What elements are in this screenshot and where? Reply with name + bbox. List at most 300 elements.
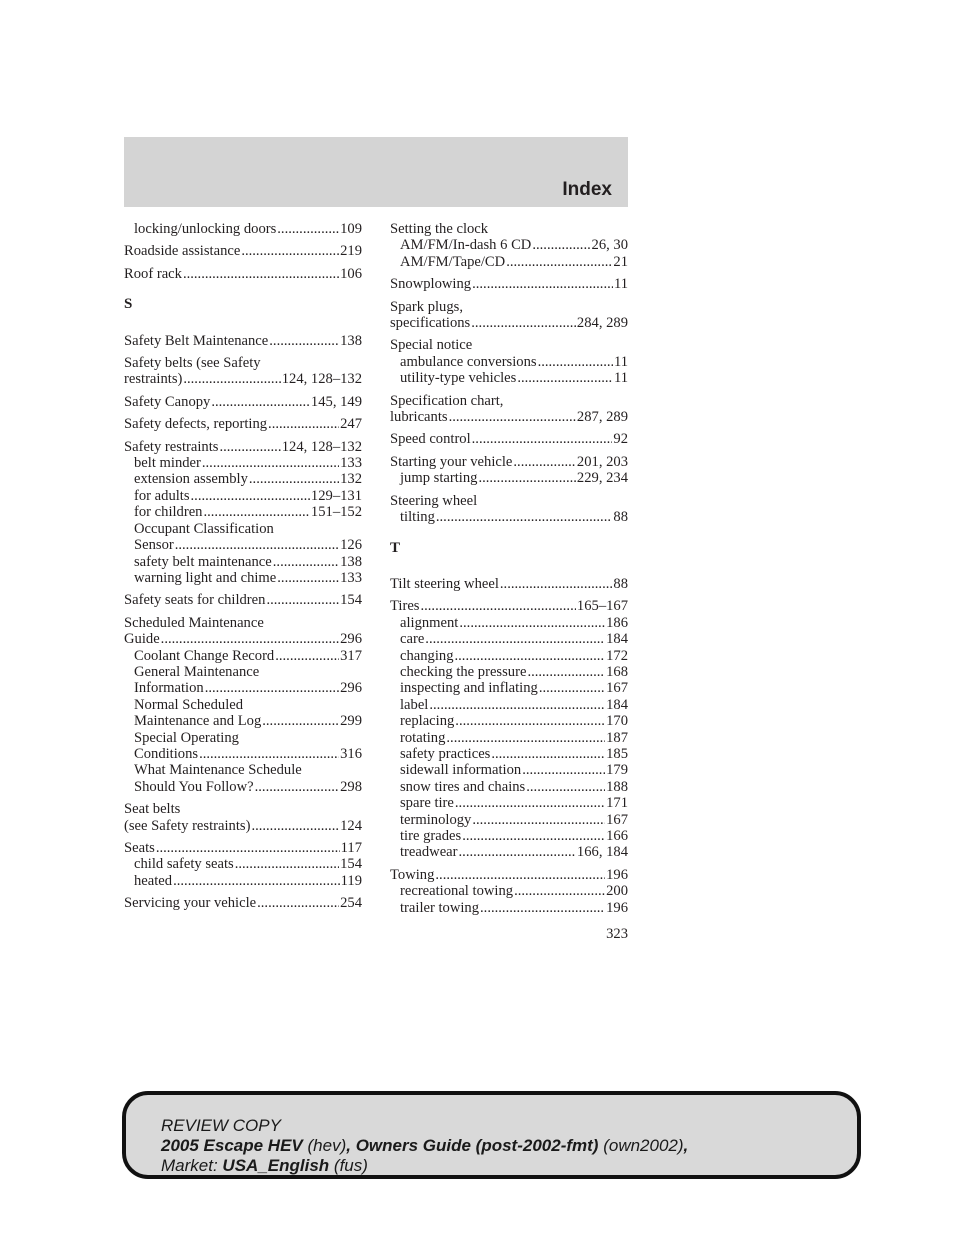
index-subentry [124,680,362,696]
index-entry-line [390,454,628,470]
index-term: checking the pressure [400,663,527,680]
index-subentry [390,746,628,762]
index-entry-line [124,394,362,410]
page-reference: 138 [340,332,362,349]
index-term: sidewall information [400,762,522,779]
dot-leader [241,243,339,259]
page-reference: 196 [606,899,628,916]
index-term: Special notice [390,337,473,354]
index-term: Safety belts (see Safety [124,355,261,372]
index-term: warning light and chime [134,569,277,586]
page-reference: 219 [340,243,362,260]
dot-leader [446,730,605,746]
dot-leader [435,867,605,883]
index-entry-line [124,592,362,608]
index-term: trailer towing [400,899,480,916]
index-entry-line [124,840,362,856]
page-reference: 172 [606,647,628,664]
index-entry-line [390,431,628,447]
index-term: Roof rack [124,265,182,282]
separator: , [683,1136,689,1155]
index-entry-line [390,221,628,237]
dot-leader [219,439,280,455]
model-name: 2005 Escape HEV [161,1136,303,1155]
index-term: Maintenance and Log [134,713,262,730]
page-reference: 138 [340,553,362,570]
index-subentry [124,537,362,553]
index-subentry [124,713,362,729]
market-name: USA_English [222,1156,330,1175]
page-reference: 133 [340,455,362,472]
page-reference: 119 [340,872,362,889]
index-entry-line [124,895,362,911]
index-term: tire grades [400,828,462,844]
page-reference: 287, 289 [576,409,628,426]
index-subentry [390,509,628,525]
index-entry [124,592,362,608]
page-reference: 109 [340,221,362,237]
index-term: ambulance conversions [400,353,537,370]
index-term: Normal Scheduled [134,696,244,713]
index-term: Conditions [134,745,199,762]
dot-leader [191,488,310,504]
page-reference: 11 [613,370,628,387]
page-reference: 117 [340,840,362,856]
index-entry [124,333,362,349]
index-term: specifications [390,315,471,332]
page-reference: 185 [606,745,628,762]
page-reference: 154 [340,592,362,609]
dot-leader [266,592,339,608]
dot-leader [506,254,612,270]
index-entry-line [124,615,362,631]
market-code: (fus) [333,1156,368,1175]
index-term: Sensor [134,537,174,554]
index-entry [124,895,362,911]
index-subentry [390,648,628,664]
dot-leader [513,454,576,470]
page-reference: 167 [606,680,628,697]
document-info-line [161,1136,688,1156]
dot-leader [273,554,339,570]
index-term: jump starting [400,470,478,487]
index-entry [390,867,628,916]
index-term: Tilt steering wheel [390,575,499,592]
separator: , [346,1136,351,1155]
index-entry-line [390,299,628,315]
dot-leader [480,900,605,916]
index-subentry [124,664,362,680]
index-term: Should You Follow? [134,778,254,795]
index-entry [390,221,628,270]
index-entry-line [390,867,628,883]
page-reference: 317 [340,647,362,664]
index-term: Tires [390,598,420,615]
index-term: safety belt maintenance [134,553,272,570]
guide-name: Owners Guide (post-2002-fmt) [355,1136,599,1155]
index-term: Starting your vehicle [390,453,513,470]
review-copy-text [161,1116,688,1176]
page-reference: 129–131 [310,487,362,504]
index-entry-line [124,266,362,282]
page-reference: 171 [606,795,628,812]
index-column-right [390,221,628,922]
dot-leader [156,840,340,856]
index-term: alignment [400,614,459,631]
page-number: 323 [606,926,628,942]
index-term: Speed control [390,431,471,448]
dot-leader [255,779,339,795]
index-subentry [124,746,362,762]
dot-leader [500,576,613,592]
dot-leader [235,856,339,872]
index-term: care [400,631,425,648]
dot-leader [183,266,339,282]
page-reference: 106 [340,265,362,282]
dot-leader [429,697,605,713]
dot-leader [459,615,605,631]
page-reference: 167 [606,811,628,828]
index-term: Occupant Classification [134,520,274,537]
index-term: What Maintenance Schedule [134,762,302,779]
dot-leader [275,648,339,664]
index-term: Specification chart, [390,392,504,409]
index-term: tilting [400,509,435,526]
index-term: Servicing your vehicle [124,895,257,912]
dot-leader [173,873,340,889]
index-subentry [124,856,362,872]
page-reference: 184 [606,631,628,648]
index-entry-line [124,333,362,349]
index-subentry [390,713,628,729]
page-reference: 296 [340,680,362,697]
page-reference: 316 [340,745,362,762]
index-entry [124,394,362,410]
index-subentry [124,873,362,889]
index-subentry [124,504,362,520]
index-subentry [390,762,628,778]
index-term: changing [400,647,454,664]
index-entry [390,276,628,292]
index-entry-line [390,493,628,509]
dot-leader [257,895,339,911]
index-entry [390,493,628,526]
index-entry-line [390,393,628,409]
index-subentry [124,730,362,746]
dot-leader [425,631,605,647]
index-entry [124,416,362,432]
page-reference: 26, 30 [591,237,628,254]
page-reference: 296 [340,631,362,648]
index-term: Spark plugs, [390,298,463,315]
index-term: utility-type vehicles [400,370,517,387]
index-entry [390,393,628,426]
dot-leader [471,315,576,331]
index-term: Snowplowing [390,276,472,293]
dot-leader [455,795,605,811]
page-reference: 298 [340,778,362,795]
section-header-band [124,137,628,207]
page-reference: 196 [606,866,628,883]
index-entry-line [390,315,628,331]
dot-leader [268,416,339,432]
index-entry [124,840,362,889]
page-reference: 21 [613,253,628,270]
index-term: treadwear [400,844,458,861]
index-term: locking/unlocking doors [134,221,277,237]
index-entry-line [390,337,628,353]
dot-leader [420,598,575,614]
index-entry-line [124,801,362,817]
page-reference: 133 [340,569,362,586]
page-reference: 132 [340,471,362,488]
index-subentry [390,664,628,680]
page-reference: 124, 128–132 [281,438,362,455]
index-entry [390,337,628,386]
index-term: AM/FM/In-dash 6 CD [400,237,532,254]
index-subentry [124,488,362,504]
index-subentry [390,795,628,811]
dot-leader [436,509,613,525]
dot-leader [527,664,605,680]
index-column-left [124,221,362,918]
page-reference: 201, 203 [576,453,628,470]
dot-leader [161,631,339,647]
page-reference: 124, 128–132 [281,371,362,388]
dot-leader [183,371,280,387]
index-entry [124,355,362,388]
index-subentry [390,631,628,647]
index-entry-line [124,416,362,432]
index-term: recreational towing [400,883,514,900]
dot-leader [277,221,339,237]
index-subentry [390,370,628,386]
dot-leader [269,333,339,349]
page-reference: 186 [606,614,628,631]
index-term: label [400,696,429,713]
index-entry-line [124,439,362,455]
index-entry-line [124,355,362,371]
page-reference: 88 [613,509,628,526]
index-term: Safety seats for children [124,592,266,609]
review-copy-label: REVIEW COPY [161,1116,281,1135]
dot-leader [526,779,605,795]
index-subentry [390,470,628,486]
index-term: Steering wheel [390,492,478,509]
index-term: child safety seats [134,856,234,873]
index-term: Scheduled Maintenance [124,614,264,631]
index-term: replacing [400,713,455,730]
page-reference: 184 [606,696,628,713]
index-term: Special Operating [134,729,239,746]
page-reference: 299 [340,713,362,730]
index-subentry [124,455,362,471]
dot-leader [539,680,605,696]
dot-leader [462,828,605,844]
index-subentry [390,812,628,828]
page-reference: 170 [606,713,628,730]
index-term: inspecting and inflating [400,680,538,697]
index-term: Safety restraints [124,438,219,455]
guide-code: (own2002) [603,1136,684,1155]
market-label: Market: [161,1156,218,1175]
page-reference: 168 [606,663,628,680]
index-subentry [390,779,628,795]
dot-leader [522,762,605,778]
index-subentry [390,828,628,844]
index-entry [124,221,362,237]
index-entry-line [390,598,628,614]
index-subentry [124,471,362,487]
index-term: General Maintenance [134,663,260,680]
page-reference: 151–152 [310,504,362,521]
page-reference: 88 [613,575,628,592]
index-term: spare tire [400,795,454,812]
index-entry-line [124,371,362,387]
index-subentry [390,680,628,696]
dot-leader [199,746,339,762]
dot-leader [249,471,339,487]
dot-leader [472,812,605,828]
index-entry [390,431,628,447]
dot-leader [472,276,613,292]
index-entry [124,615,362,795]
page-reference: 154 [340,856,362,873]
index-subentry [124,521,362,537]
dot-leader [262,713,339,729]
index-entry [390,598,628,861]
dot-leader [538,354,613,370]
index-entry [124,243,362,259]
index-subentry [124,221,362,237]
dot-leader [205,680,339,696]
index-term: terminology [400,811,472,828]
index-entry-line [390,276,628,292]
page-reference: 254 [340,895,362,912]
index-entry [124,439,362,587]
index-term: Seat belts [124,801,181,818]
index-term: belt minder [134,455,201,472]
index-section-letter: T [390,539,401,556]
index-subentry [124,697,362,713]
index-term: extension assembly [134,471,248,488]
index-term: Towing [390,866,435,883]
index-subentry [390,615,628,631]
dot-leader [478,470,575,486]
page-reference: 247 [340,416,362,433]
dot-leader [277,570,339,586]
index-term: for adults [134,487,190,504]
page-reference: 229, 234 [576,470,628,487]
index-subentry [390,883,628,899]
dot-leader [517,370,613,386]
index-term: Roadside assistance [124,243,241,260]
index-entry-line [124,631,362,647]
index-term: Setting the clock [390,221,489,237]
dot-leader [211,394,310,410]
index-subentry [390,237,628,253]
index-term: rotating [400,729,446,746]
index-term: heated [134,872,173,889]
index-subentry [390,354,628,370]
index-subentry [124,779,362,795]
page-reference: 145, 149 [310,393,362,410]
index-term: (see Safety restraints) [124,817,251,834]
index-term: AM/FM/Tape/CD [400,253,506,270]
market-line [161,1156,688,1176]
dot-leader [175,537,339,553]
index-term: Seats [124,840,155,856]
index-entry [390,299,628,332]
page-reference: 166, 184 [576,844,628,861]
index-term: Coolant Change Record [134,647,275,664]
page-reference: 126 [340,537,362,554]
dot-leader [514,883,605,899]
index-subentry [124,648,362,664]
index-subentry [124,762,362,778]
page-reference: 200 [606,883,628,900]
model-code: (hev) [307,1136,347,1155]
index-subentry [390,254,628,270]
index-subentry [390,697,628,713]
page-reference: 284, 289 [576,315,628,332]
index-term: Safety Belt Maintenance [124,332,269,349]
dot-leader [203,504,309,520]
dot-leader [472,431,613,447]
index-entry [124,801,362,834]
index-entry [124,266,362,282]
section-title: Index [562,179,612,200]
index-term: restraints) [124,371,183,388]
dot-leader [491,746,605,762]
page-reference: 166 [606,828,628,844]
index-subentry [124,570,362,586]
page-reference: 124 [340,817,362,834]
index-term: lubricants [390,409,448,426]
index-entry-line [390,576,628,592]
dot-leader [449,409,576,425]
index-section-letter: S [124,296,133,313]
dot-leader [455,648,606,664]
dot-leader [251,818,339,834]
page-reference: 188 [606,778,628,795]
index-subentry [390,730,628,746]
page-reference: 92 [613,431,628,448]
index-subentry [390,844,628,860]
index-term: Safety Canopy [124,393,211,410]
index-term: safety practices [400,745,491,762]
index-term: Information [134,680,204,697]
index-subentry [124,554,362,570]
index-entry-line [124,243,362,259]
index-entry-line [124,818,362,834]
index-term: for children [134,504,203,521]
index-entry [390,454,628,487]
dot-leader [459,844,576,860]
page-reference: 187 [606,729,628,746]
index-subentry [390,900,628,916]
page-reference: 11 [613,276,628,293]
dot-leader [455,713,605,729]
index-term: Guide [124,631,160,648]
dot-leader [532,237,590,253]
index-term: Safety defects, reporting [124,416,268,433]
index-entry-line [390,409,628,425]
page-reference: 165–167 [576,598,628,615]
page-reference: 179 [606,762,628,779]
dot-leader [202,455,339,471]
page-reference: 11 [613,353,628,370]
